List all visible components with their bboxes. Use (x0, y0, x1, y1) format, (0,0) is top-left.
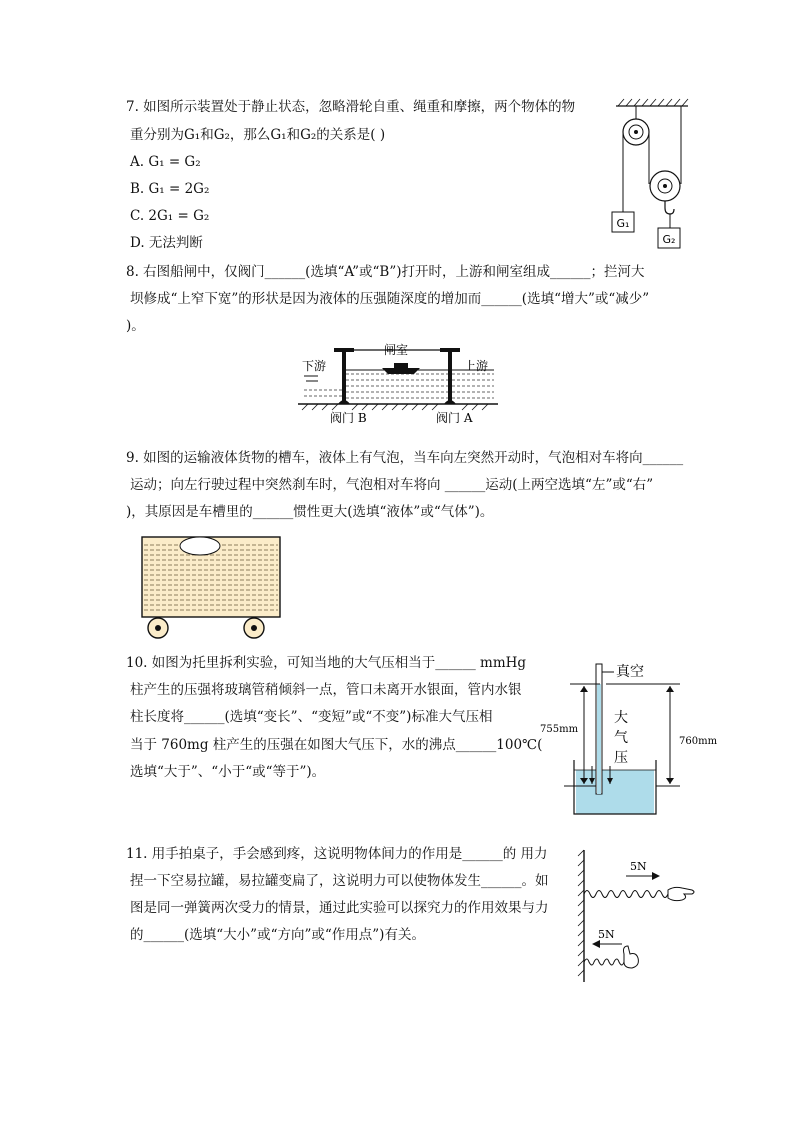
q11-spring-figure (572, 846, 702, 986)
q7-option-b: B. G₁ = 2G₂ (130, 181, 210, 197)
q8-stem-line1: 8. 右图船闸中，仅阀门______(选填“A”或“B”)打开时，上游和闸室组成______；拦河大 (126, 264, 645, 280)
q11-stem-line4: 的______(选填“大小”或“方向”或“作用点”)有关。 (130, 927, 425, 943)
q8-valve-a-label: 阀门 A (436, 411, 473, 425)
q7-g2-label: G₂ (662, 233, 676, 246)
q8-upstream-label: 上游 (464, 359, 489, 373)
q7-stem-line2: 重分别为G₁和G₂，那么G₁和G₂的关系是( ) (130, 127, 386, 143)
q8-ship-lock-figure (298, 338, 498, 428)
q10-atm-char-1: 大 (614, 710, 628, 726)
q11-force-1-label: 5N (630, 860, 647, 873)
q7-g1-label: G₁ (616, 217, 630, 230)
q11-stem-line2: 捏一下空易拉罐，易拉罐变扁了，这说明力可以使物体发生______。如 (130, 873, 549, 889)
q9-stem-line1: 9. 如图的运输液体货物的槽车，液体上有气泡，当车向左突然开动时，气泡相对车将向______ (126, 450, 684, 466)
q7-option-d: D. 无法判断 (130, 235, 203, 251)
q10-stem-line3: 柱长度将______(选填“变长”、“变短”或“不变”)标准大气压相 (130, 709, 493, 725)
q11-stem-line1: 11. 用手拍桌子，手会感到疼，这说明物体间力的作用是______的 用力 (126, 846, 548, 862)
q10-stem-line2: 柱产生的压强将玻璃管稍倾斜一点，管口未离开水银面，管内水银 (130, 682, 522, 698)
q11-force-2-label: 5N (598, 928, 615, 941)
q7-option-c: C. 2G₁ = G₂ (130, 208, 210, 224)
q7-stem-line1: 7. 如图所示装置处于静止状态，忽略滑轮自重、绳重和摩擦，两个物体的物 (126, 99, 576, 115)
q7-pulley-figure (608, 96, 696, 252)
q8-chamber-label: 闸室 (384, 343, 409, 357)
q10-height-755-label: 755mm (540, 724, 579, 735)
q9-stem-line2: 运动；向左行驶过程中突然刹车时，气泡相对车将向 ______运动(上两空选填“左”或“右” (130, 477, 654, 493)
q10-atm-char-3: 压 (614, 750, 628, 766)
q10-stem-line5: 选填“大于”、“小于“或“等于”)。 (130, 764, 326, 780)
q10-stem-line1: 10. 如图为托里拆利实验，可知当地的大气压相当于______ mmHg (126, 655, 527, 671)
q11-stem-line3: 图是同一弹簧两次受力的情景，通过此实验可以探究力的作用效果与力 (130, 900, 549, 916)
q9-tank-car-figure (138, 533, 284, 643)
q8-downstream-label: 下游 (302, 359, 327, 373)
q9-stem-line3: )，其原因是车槽里的______惯性更大(选填“液体”或“气体”)。 (126, 504, 494, 520)
q10-vacuum-label: 真空 (616, 664, 644, 680)
q8-stem-line2: 坝修成“上窄下宽”的形状是因为液体的压强随深度的增加而______(选填“增大”或“减少” (130, 291, 650, 307)
q10-stem-line4: 当于 760mg 柱产生的压强在如图大气压下，水的沸点______100℃( (130, 737, 543, 753)
q8-stem-line3: )。 (126, 318, 145, 334)
q10-height-760-label: 760mm (679, 736, 718, 747)
q7-option-a: A. G₁ = G₂ (130, 154, 201, 170)
q10-atm-char-2: 气 (614, 730, 628, 746)
q8-valve-b-label: 阀门 B (330, 411, 367, 425)
q10-torricelli-figure (540, 656, 720, 816)
